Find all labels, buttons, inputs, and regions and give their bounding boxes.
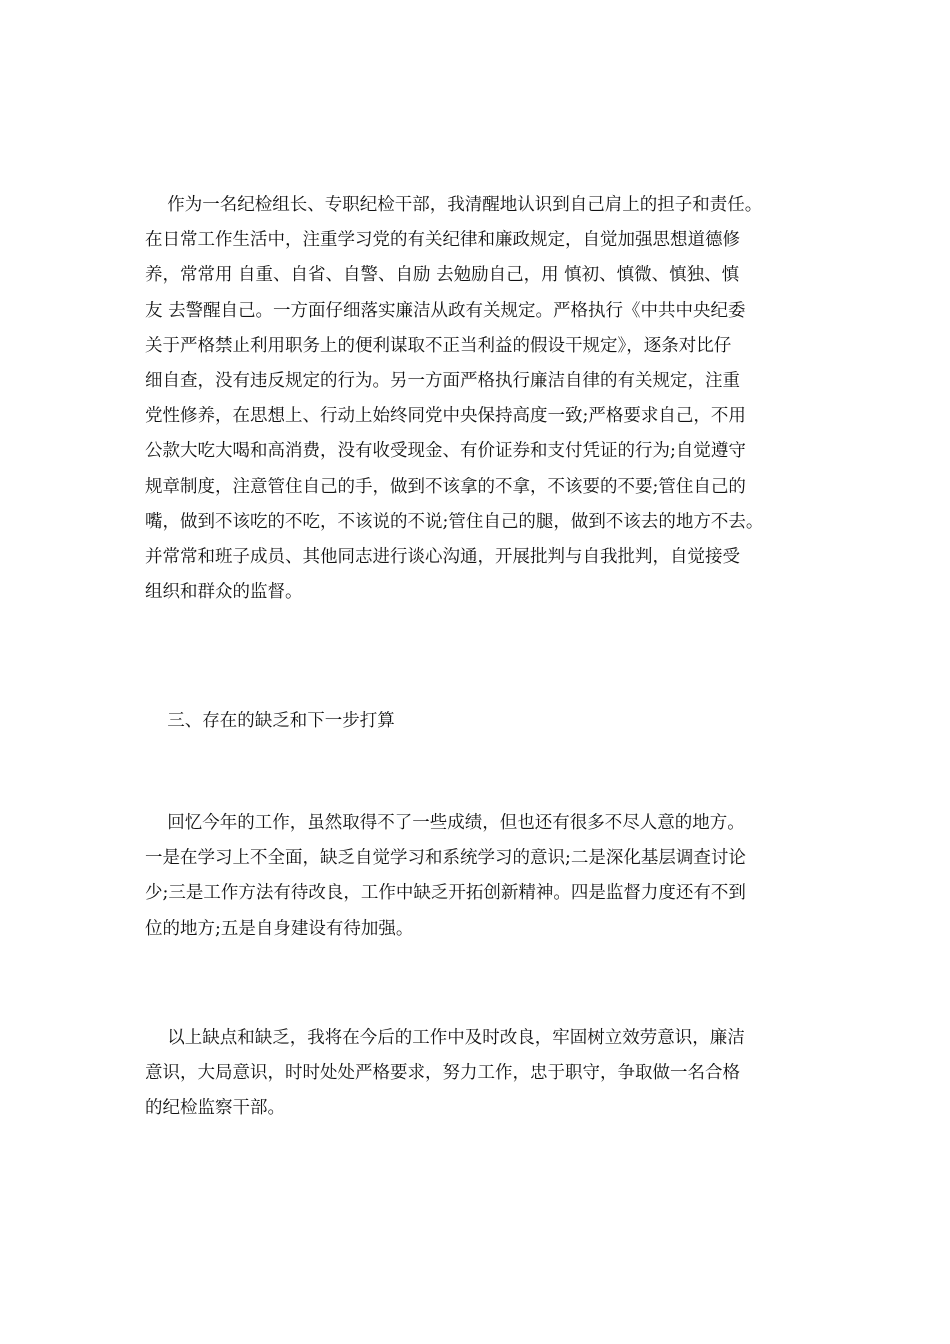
text-line: 的纪检监察干部。 <box>145 1098 285 1119</box>
heading-text: 三、存在的缺乏和下一步打算 <box>145 711 395 731</box>
paragraph-self-discipline <box>145 188 835 610</box>
text-line: 党性修养，在思想上、行动上始终同党中央保持高度一致;严格要求自己，不用 <box>145 406 746 427</box>
text-line: 回忆今年的工作，虽然取得不了一些成绩，但也还有很多不尽人意的地方。 <box>145 813 745 833</box>
text-line: 细自查，没有违反规定的行为。另一方面严格执行廉洁自律的有关规定，注重 <box>145 370 740 391</box>
text-line: 嘴，做到不该吃的不吃，不该说的不说;管住自己的腿，做到不该去的地方不去。 <box>145 511 764 532</box>
text-line: 作为一名纪检组长、专职纪检干部，我清醒地认识到自己肩上的担子和责任。 <box>145 195 763 215</box>
text-line: 友 去警醒自己。一方面仔细落实廉洁从政有关规定。严格执行《中共中央纪委 <box>145 300 746 321</box>
text-line: 在日常工作生活中，注重学习党的有关纪律和廉政规定，自觉加强思想道德修 <box>145 230 740 251</box>
text-line: 并常常和班子成员、其他同志进行谈心沟通，开展批判与自我批判，自觉接受 <box>145 546 740 567</box>
section-heading <box>145 704 835 739</box>
text-line: 少;三是工作方法有待改良，工作中缺乏开拓创新精神。四是监督力度还有不到 <box>145 883 746 904</box>
text-line: 位的地方;五是自身建设有待加强。 <box>145 918 414 939</box>
paragraph-improvement <box>145 1021 835 1127</box>
text-line: 关于严格禁止利用职务上的便利谋取不正当利益的假设干规定》，逐条对比仔 <box>145 335 732 356</box>
text-line: 组织和群众的监督。 <box>145 582 303 603</box>
text-line: 以上缺点和缺乏，我将在今后的工作中及时改良，牢固树立效劳意识，廉洁 <box>145 1028 745 1048</box>
text-line: 公款大吃大喝和高消费，没有收受现金、有价证券和支付凭证的行为;自觉遵守 <box>145 441 746 462</box>
text-line: 养，常常用 自重、自省、自警、自励 去勉励自己，用 慎初、慎微、慎独、慎 <box>145 265 740 286</box>
text-line: 一是在学习上不全面，缺乏自觉学习和系统学习的意识;二是深化基层调查讨论 <box>145 848 746 869</box>
text-line: 规章制度，注意管住自己的手，做到不该拿的不拿，不该要的不要;管住自己的 <box>145 476 746 497</box>
text-line: 意识，大局意识，时时处处严格要求，努力工作，忠于职守，争取做一名合格 <box>145 1063 740 1084</box>
paragraph-shortcomings <box>145 806 835 947</box>
